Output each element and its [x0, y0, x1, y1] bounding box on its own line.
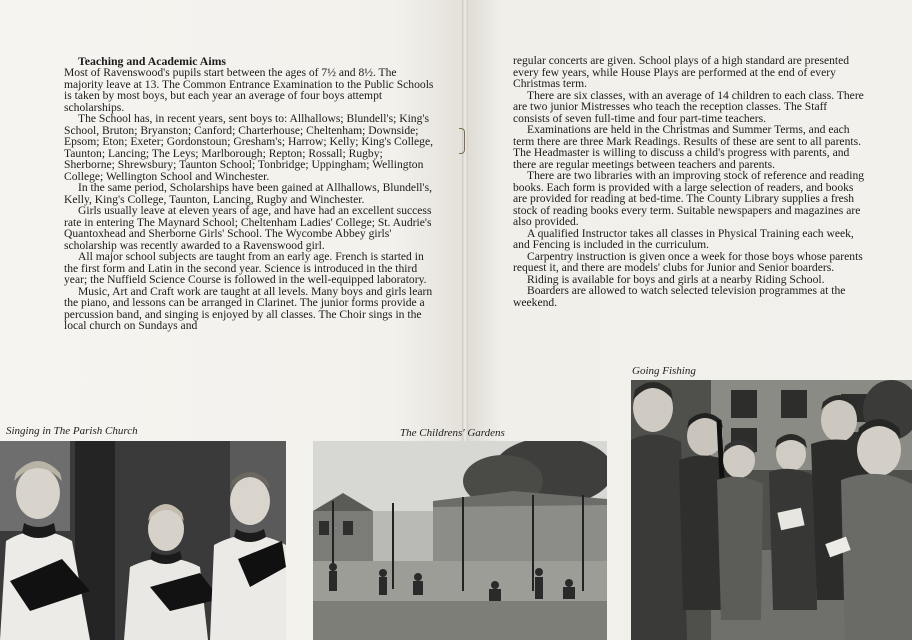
left-text-column	[64, 55, 436, 332]
paragraph-carpentry: Carpentry instruction is given once a week for those boys whose parents request it, and there are models' clubs for Junior and Senior boarders.	[513, 249, 863, 274]
paragraph-physical-training: A qualified Instructor takes all classes in Physical Training each week, and Fencing is included in the curriculum.	[513, 226, 854, 251]
caption-singing: Singing in The Parish Church	[6, 425, 138, 437]
photo-going-fishing	[631, 380, 912, 640]
paragraph-schools: The School has, in recent years, sent boys to: Allhallows; Blundell's; King's School, Bruton; Bryanston; Canford; Charterhouse; Cheltenham; Downside; Epsom; Eton; Exeter; Gordonstoun; Gresham's; Harrow; Kelly; King's College, Taunton; Lancing; The Leys; Marlborough; Repton; Rossall; Rugby; Sherborne; Shrewsbury; Taunton School; Tonbridge; Uppingham; Wellington College; Wellington School and Winchester.	[64, 112, 434, 183]
right-text-column	[513, 55, 865, 308]
paragraph-examinations: Examinations are held in the Christmas and Summer Terms, and each term there are three Mark Readings. Results of these are sent to all parents. The Headmaster is willing to discuss a child's progress with parents, and there are regular meetings between teachers and parents.	[513, 123, 862, 171]
paragraph-riding: Riding is available for boys and girls at a nearby Riding School.	[527, 272, 825, 286]
paragraph-television: Boarders are allowed to watch selected television programmes at the weekend.	[513, 284, 846, 309]
photo-childrens-gardens	[313, 441, 607, 640]
section-heading: Teaching and Academic Aims	[78, 54, 227, 68]
caption-gardens: The Childrens' Gardens	[400, 427, 505, 439]
paragraph-girls: Girls usually leave at eleven years of age, and have had an excellent success rate in entering The Maynard School; Cheltenham Ladies' College; St. Audrie's Quantoxhead and Sherborne Girls' School. The Wycombe Abbey girls' scholarship was recently awarded to a Ravenswood girl.	[64, 204, 432, 252]
paragraph-classes: There are six classes, with an average of 14 children to each class. There are two junior Mistresses who teach the reception classes. The Staff consists of seven full-time and four part-time teachers.	[513, 88, 864, 125]
paragraph-concerts: regular concerts are given. School plays of a high standard are presented every few years, while House Plays are performed at the end of every Christmas term.	[513, 54, 850, 90]
paragraph-scholarships: In the same period, Scholarships have been gained at Allhallows, Blundell's, Kelly, King's College, Taunton, Lancing, Rugby and Winchester.	[64, 181, 433, 206]
caption-fishing: Going Fishing	[632, 365, 696, 377]
paragraph-music: Music, Art and Craft work are taught at all levels. Many boys and girls learn the piano, and lessons can be arranged in Clarinet. The junior forms provide a percussion band, and singing is enjoyed by all classes. The Choir sings in the local church on Sundays and	[64, 284, 433, 332]
paragraph-libraries: There are two libraries with an improving stock of reference and reading books. Each form is provided with a large selection of readers, and books are provided for reading at bed-time. The County Library supplies a fresh stock of reading books every term. Suitable newspapers and magazines are also provided.	[513, 169, 865, 228]
paragraph-subjects: All major school subjects are taught from an early age. French is started in the first form and Latin in the second year. Science is introduced in the third year; the Nuffield Science Course is followed in the well-equipped laboratory.	[64, 250, 427, 286]
staple-top	[459, 128, 465, 154]
photo-singing-choir	[0, 441, 286, 640]
paragraph-intro: Most of Ravenswood's pupils start between the ages of 7½ and 8½. The majority leave at 13. The Common Entrance Examination to the Public Schools is taken by most boys, but each year an average of four boys attempt scholarships.	[64, 66, 434, 114]
